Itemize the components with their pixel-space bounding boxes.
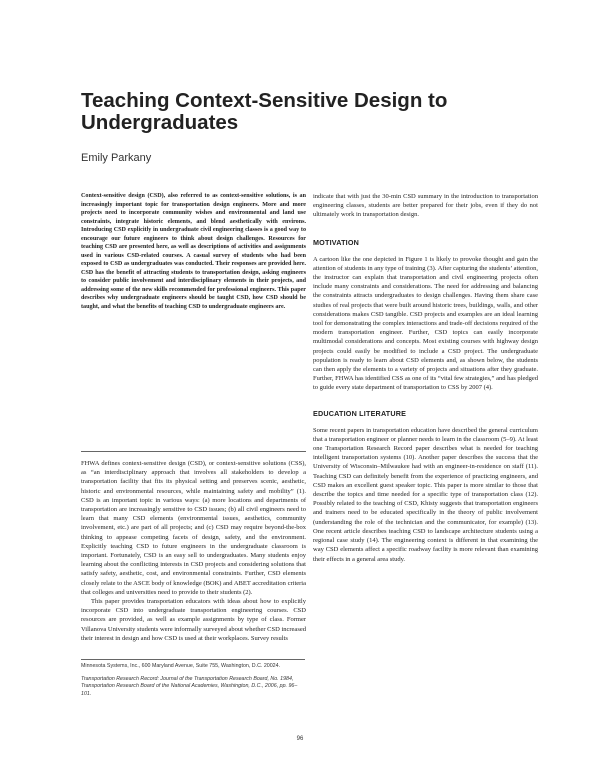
footnotes (81, 663, 306, 698)
left-body (81, 459, 306, 643)
body-paragraph: FHWA defines context-sensitive design (CSD), or context-sensitive solutions (CSS), as “an interdisciplinary approach that involves all stakeholders to develop a transportation facility that fits its physical setting and preserves scenic, aesthetic, historic and environmental resources, while maintaining safety and mobility” (1). CSD is an important topic in various ways: (a) more locations and departments of transportation are increasingly sensitive to CSD issues; (b) all civil engineers need to learn that many CSD elements (environmental issues, aesthetics, community involvement, etc.) are part of all projects; and (c) CSD may require beyond-the-box thinking to appease competing facets of design, safety, and the environment. Explicitly teaching CSD to future engineers in the undergraduate classroom is important. Fortunately, CSD is an easy sell to undergraduates. Many students enjoy learning about the conflicting interests in CSD projects and considering solutions that satisfy safety, aesthetic, cost, and environmental constraints. Further, CSD elements closely relate to the ASCE body of knowledge (BOK) and ABET accreditation criteria that colleges and universities need to provide to their students (2). (81, 460, 306, 596)
affiliation-footnote: Minnesota Systems, Inc., 600 Maryland Avenue, Suite 755, Washington, D.C. 20024. (81, 663, 281, 669)
abstract: Context-sensitive design (CSD), also referred to as context-sensitive solutions, is an increasingly important topic for transportation design engineers. More and more projects need to incorporate community wishes and environmental and land use constraints, integrate historic elements, and blend aesthetically with environs. Introducing CSD explicitly in undergraduate civil engineering classes is a good way to encourage our future engineers to think about design challenges. Resources for teaching CSD are presented here, as well as descriptions of activities and assignments used in various CSD-related courses. A casual survey of students who had been exposed to CSD as undergraduates was conducted. Their responses are provided here. CSD has the benefit of attracting students to transportation design, asking engineers to consider public involvement and interdisciplinary elements in their projects, and addressing some of the new skills recommended for professional engineers. This paper describes why undergraduate engineers should be taught CSD, how CSD should be taught, and what the benefits of teaching CSD to undergraduate engineers are. (81, 193, 306, 310)
continued-paragraph: indicate that with just the 30-min CSD summary in the introduction to transportation engineering classes, students are better prepared for their jobs, even if they do not ultimately work in transportation design. (313, 193, 538, 219)
author-name: Emily Parkany (81, 152, 152, 164)
footnote-divider (81, 659, 305, 660)
right-column (313, 192, 538, 564)
citation-footnote: Transportation Research Record: Journal of the Transportation Research Board, No. 1984, Transportation Research Board of the National Academies, Washington, D.C., 2006, pp. 96–101. (81, 675, 298, 697)
section-heading-motivation: MOTIVATION (313, 237, 360, 247)
body-paragraph: This paper provides transportation educators with ideas about how to explicitly incorporate CSD into undergraduate transportation engineering courses. CSD resources are provided, as well as example assignments by type of class. Former Villanova University students were informally surveyed about whether CSD increased their interest in design and how CSD is used at their workplaces. Survey results (81, 598, 306, 642)
paper-title: Teaching Context-Sensitive Design to Undergraduates (81, 89, 448, 134)
page-number: 96 (296, 736, 304, 742)
education-literature-paragraph: Some recent papers in transportation education have described the general curriculum that a transportation engineer or planner needs to learn in the classroom (5–9). At least one Transportation Research Record paper describes what is needed for teaching intelligent transportation systems (10). Another paper describes the success that the University of Wisconsin–Milwaukee had with an engineer-in-residence on staff (11). Teaching CSD can definitely benefit from the experience of practicing engineers, and CSD makes an excellent guest speaker topic. This paper is more similar to those that describe the topics and time needed for a specific type of transportation class (12). Possibly related to the teaching of CSD, Khisty suggests that transportation engineers and trainers need to be educated specifically in the theory of public involvement (understanding the role of the technician and the communicator, for example) (13). One recent article describes teaching CSD to landscape architecture students using a regional case study (14). The engineering context is different in that examining the way CSD elements affect a specific roadway facility is more relevant than examining their effects in a general area study. (313, 426, 538, 563)
abstract-divider (81, 451, 306, 452)
section-heading-education-literature: EDUCATION LITERATURE (313, 408, 407, 418)
left-column (81, 192, 306, 311)
motivation-paragraph: A cartoon like the one depicted in Figure 1 is likely to provoke thought and gain the attention of students in any type of training (3). After capturing the students’ attention, the instructor can explain that transportation and civil engineering projects often include many constraints and considerations. The need for addressing and balancing the constraints attracts undergraduates to design challenges. Having them share case studies of real projects that were built around historic trees, buildings, walls, and other considerations makes CSD tangible. CSD projects and examples are an ideal learning tool for demonstrating the complex interactions and trade-off decisions required of the modern transportation engineer. Further, CSD topics can easily incorporate multimodal considerations and concepts. Most existing courses with highway design projects could easily be modified to include a CSD project. The undergraduate population is ready to learn about CSD elements and, as shown below, the students can then apply the elements to a variety of projects and situations after they graduate. Further, FHWA has identified CSS as one of its “vital few strategies,” and has pledged to guide every state department of transportation to CSS by 2007 (4). (313, 255, 538, 392)
